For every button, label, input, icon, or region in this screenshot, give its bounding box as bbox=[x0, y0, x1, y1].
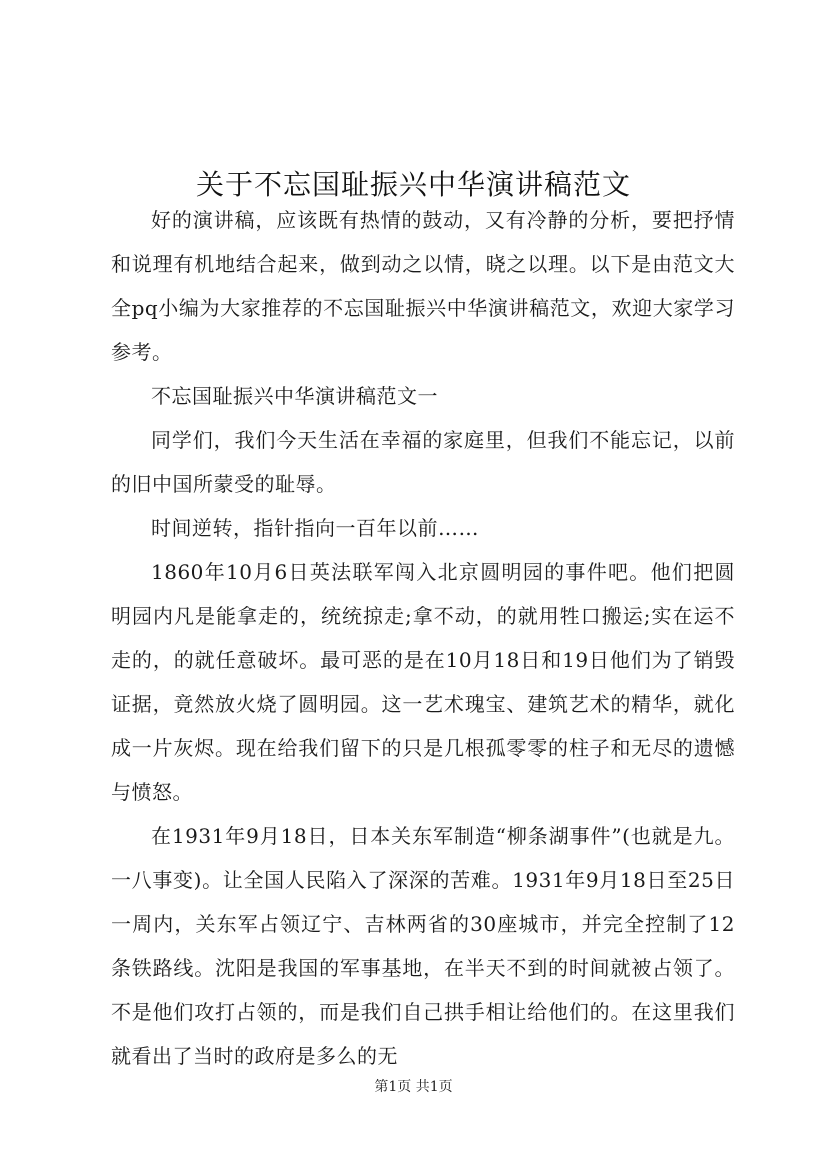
body-paragraph: 时间逆转，指针指向一百年以前…… bbox=[151, 516, 479, 540]
section-heading: 不忘国耻振兴中华演讲稿范文一 bbox=[151, 384, 438, 408]
body-paragraph: 同学们，我们今天生活在幸福的家庭里，但我们不能忘记，以前的旧中国所蒙受的耻辱。 bbox=[111, 428, 735, 496]
body-paragraph: 1860年10月6日英法联军闯入北京圆明园的事件吧。他们把圆明园内凡是能拿走的，统统掠走;拿不动，的就用牲口搬运;实在运不走的，的就任意破坏。最可恶的是在10月18日和19日他们为了销毁证据，竟然放火烧了圆明园。这一艺术瑰宝、建筑艺术的精华，就化成一片灰烬。现在给我们留下的只是几根孤零零的柱子和无尽的遗憾与愤怒。 bbox=[111, 560, 735, 804]
page-footer: 第1页 共1页 bbox=[374, 1079, 453, 1095]
document-title: 关于不忘国耻振兴中华演讲稿范文 bbox=[195, 167, 631, 201]
document-body bbox=[111, 198, 735, 1078]
body-paragraph: 在1931年9月18日，日本关东军制造“柳条湖事件”(也就是九。一八事变)。让全国人民陷入了深深的苦难。1931年9月18日至25日一周内，关东军占领辽宁、吉林两省的30座城市，并完全控制了12条铁路线。沈阳是我国的军事基地，在半天不到的时间就被占领了。不是他们攻打占领的，而是我们自己拱手相让给他们的。在这里我们就看出了当时的政府是多么的无 bbox=[111, 824, 735, 1068]
intro-paragraph: 好的演讲稿，应该既有热情的鼓动，又有冷静的分析，要把抒情和说理有机地结合起来，做到动之以情，晓之以理。以下是由范文大全pq小编为大家推荐的不忘国耻振兴中华演讲稿范文，欢迎大家学习参考。 bbox=[111, 208, 735, 364]
